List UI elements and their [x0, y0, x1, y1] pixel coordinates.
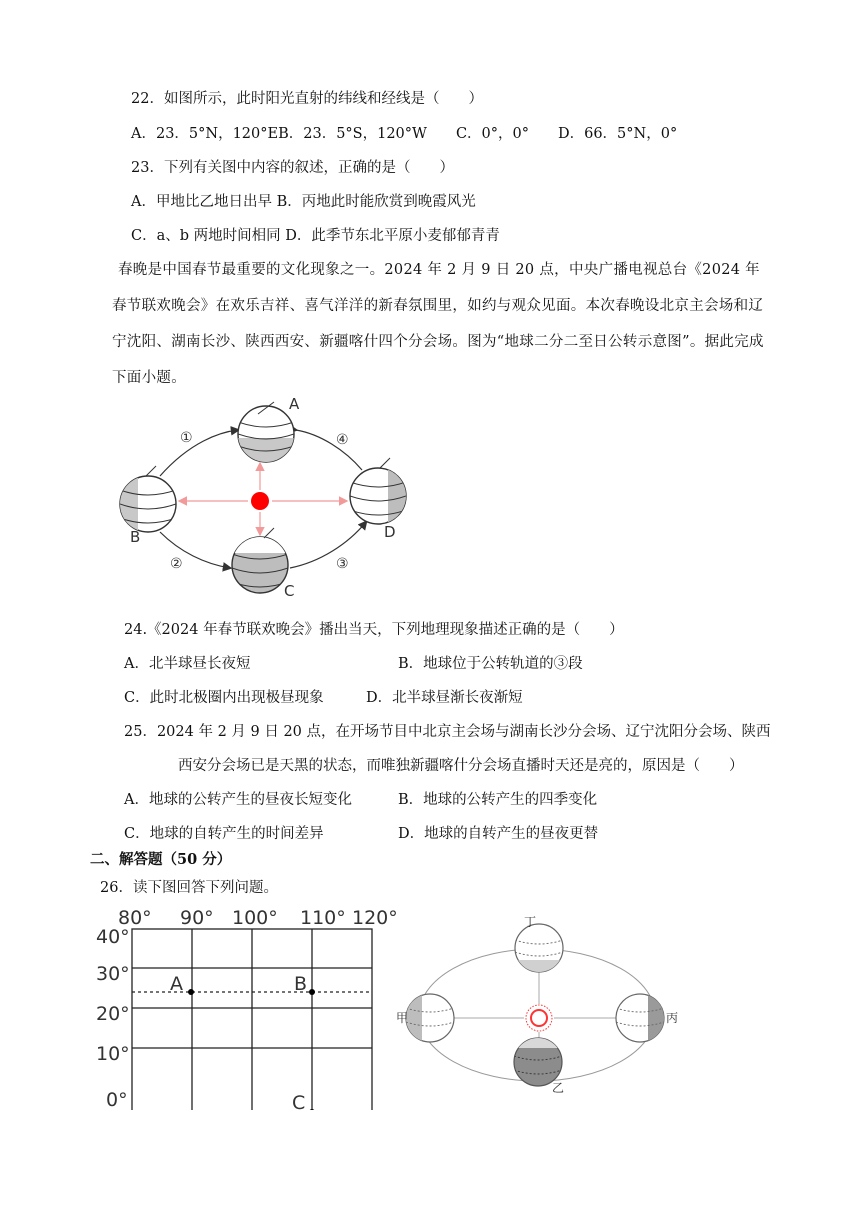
- earth-b-icon: [120, 466, 176, 532]
- orbit1-label-a: A: [289, 395, 300, 413]
- q25-stem-line2: 西安分会场已是天黑的状态，而唯独新疆喀什分会场直播时天还是亮的，原因是（ ）: [178, 758, 744, 774]
- q23-option-line1: A．甲地比乙地日出早 B．丙地此时能欣赏到晚霞风光: [131, 194, 476, 210]
- q25-option-c: C．地球的自转产生的时间差异: [124, 826, 324, 842]
- lat-label-0: 0°: [106, 1089, 128, 1110]
- earth-ding-icon: [515, 924, 563, 974]
- orbit-diagram-1: [100, 392, 420, 602]
- orbit1-seg-4: ④: [336, 432, 349, 448]
- orbit-arc-3: [290, 522, 366, 568]
- orbit-diagram-2: [394, 912, 694, 1098]
- orbit1-seg-2: ②: [170, 556, 183, 572]
- lat-lon-grid: [96, 900, 409, 1110]
- orbit2-label-jia: 甲: [396, 1011, 409, 1025]
- earth-d-icon: [350, 458, 408, 524]
- q25-stem-line1: 25．2024 年 2 月 9 日 20 点，在开场节目中北京主会场与湖南长沙分会场、辽宁沈阳分会场、陕西: [124, 724, 771, 740]
- q24-stem: 24.《2024 年春节联欢晚会》播出当天，下列地理现象描述正确的是（ ）: [124, 622, 624, 638]
- earth-c-icon: [232, 528, 288, 593]
- sun-icon-2: [526, 1005, 552, 1031]
- point-a: [188, 989, 194, 995]
- orbit1-seg-1: ①: [180, 430, 193, 446]
- lon-label-110: 110°: [300, 907, 346, 929]
- orbit2-label-yi: 乙: [552, 1081, 565, 1095]
- q25-option-a: A．地球的公转产生的昼夜长短变化: [124, 792, 352, 808]
- lat-label-30: 30°: [96, 963, 130, 985]
- q24-option-b: B．地球位于公转轨道的③段: [398, 656, 583, 672]
- orbit1-seg-3: ③: [336, 556, 349, 572]
- point-c: [309, 1109, 315, 1110]
- q25-option-d: D．地球的自转产生的昼夜更替: [398, 826, 599, 842]
- orbit-arc-1: [160, 430, 238, 476]
- q23-option-line2: C．a、b 两地时间相同 D．此季节东北平原小麦郁郁青青: [131, 228, 500, 244]
- grid-label-a: A: [170, 973, 183, 995]
- earth-yi-icon: [514, 1038, 562, 1086]
- lon-label-120: 120°: [352, 907, 398, 929]
- q23-stem: 23．下列有关图中内容的叙述，正确的是（ ）: [131, 160, 454, 176]
- orbit1-label-d: D: [384, 523, 396, 541]
- orbit1-label-c: C: [284, 582, 295, 600]
- earth-a-icon: [238, 402, 294, 468]
- point-b: [309, 989, 315, 995]
- lat-label-10: 10°: [96, 1043, 130, 1065]
- grid-label-c: C: [292, 1092, 306, 1110]
- lon-label-90: 90°: [180, 907, 214, 929]
- q25-option-b: B．地球的公转产生的四季变化: [398, 792, 598, 808]
- orbit1-label-b: B: [130, 528, 141, 546]
- q24-option-d: D．北半球昼渐长夜渐短: [366, 690, 523, 706]
- earth-jia-icon: [406, 994, 454, 1042]
- orbit2-label-bing: 丙: [666, 1011, 679, 1025]
- q22-stem: 22．如图所示，此时阳光直射的纬线和经线是（ ）: [131, 91, 483, 107]
- passage: 春晚是中国春节最重要的文化现象之一。2024 年 2 月 9 日 20 点，中央广播电视总台《2024 年春节联欢晚会》在欢乐吉祥、喜气洋洋的新春氛围里，如约与观众见面。本次春晚设北京主会场和辽宁沈阳、湖南长沙、陕西西安、新疆喀什四个分会场。图为“地球二分二至日公转示意图”。据此完成下面小题。: [112, 262, 764, 386]
- lon-label-100: 100°: [232, 907, 278, 929]
- grid-label-b: B: [294, 973, 308, 995]
- earth-bing-icon: [616, 994, 666, 1042]
- lon-label-80: 80°: [118, 907, 152, 929]
- q24-option-a: A．北半球昼长夜短: [124, 656, 251, 672]
- sun-icon: [251, 492, 269, 510]
- orbit2-label-ding: 丁: [524, 915, 537, 929]
- lat-label-40: 40°: [96, 926, 130, 948]
- section-title: 二、解答题（50 分）: [90, 851, 232, 868]
- q22-options: A．23．5°N，120°EB．23．5°S，120°W C．0°，0° D．66．5°N，0°: [131, 126, 678, 142]
- q26-stem: 26．读下图回答下列问题。: [100, 880, 278, 896]
- q24-option-c: C．此时北极圈内出现极昼现象: [124, 690, 324, 706]
- orbit-arc-4: [296, 430, 362, 470]
- lat-label-20: 20°: [96, 1003, 130, 1025]
